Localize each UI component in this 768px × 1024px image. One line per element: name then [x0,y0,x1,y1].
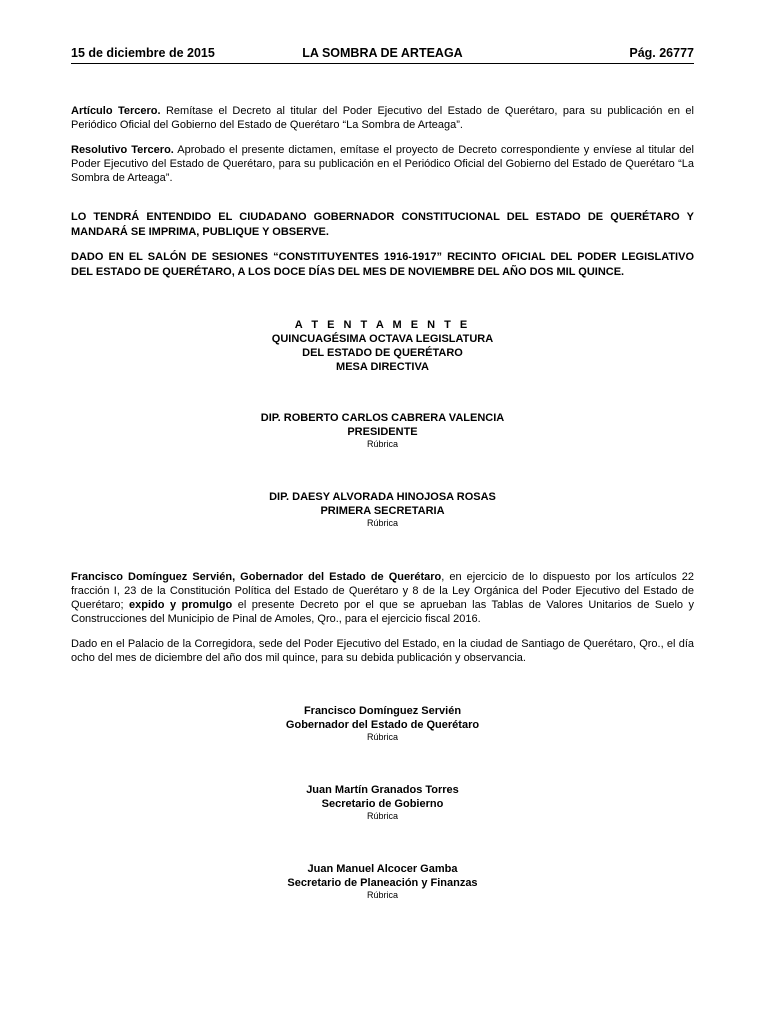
signature-secretario-gobierno [71,783,694,822]
articulo-tercero-paragraph [71,104,694,132]
rubrica-label: Rúbrica [366,439,398,449]
legislature-state: DEL ESTADO DE QUERÉTARO [302,347,463,359]
promulgation-text-2: el presente Decreto por el que se aprueban las Tablas de Valores Unitarios de Suelo y Construcciones del Municipio de Pinal de Amoles, Qro., para el ejercicio fiscal 2016. [71,599,694,625]
signatory-name: Francisco Domínguez Servién [303,705,462,717]
articulo-tercero-label: Artículo Tercero. [71,105,161,117]
signatory-name: Juan Martín Granados Torres [306,784,459,796]
atentamente-block [71,318,694,374]
rubrica-label: Rúbrica [366,811,398,821]
signatory-title: Secretario de Gobierno [321,798,444,810]
expido-promulgo-bold: expido y promulgo [129,599,233,611]
dado-salon-paragraph: DADO EN EL SALÓN DE SESIONES “CONSTITUYENTES 1916-1917” RECINTO OFICIAL DEL PODER LEGISLATIVO DEL ESTADO DE QUERÉTARO, A LOS DOCE DÍAS DEL MES DE NOVIEMBRE DEL AÑO DOS MIL QUINCE. [71,251,694,278]
resolutivo-tercero-label: Resolutivo Tercero. [71,144,174,156]
signatory-name: DIP. DAESY ALVORADA HINOJOSA ROSAS [269,491,496,503]
header-title: LA SOMBRA DE ARTEAGA [302,46,463,60]
signatory-title: PRIMERA SECRETARIA [320,505,445,517]
governor-name-bold: Francisco Domínguez Servién, Gobernador del Estado de Querétaro [71,571,442,583]
signature-presidente [71,411,694,450]
signature-secretario-finanzas [71,862,694,901]
signatory-name: Juan Manuel Alcocer Gamba [307,863,458,875]
rubrica-label: Rúbrica [366,518,398,528]
signatory-title: Secretario de Planeación y Finanzas [287,877,478,889]
signature-secretaria [71,490,694,529]
rubrica-label: Rúbrica [366,890,398,900]
articulo-tercero-text: Remítase el Decreto al titular del Poder Ejecutivo del Estado de Querétaro, para su publicación en el Periódico Oficial del Gobierno del Estado de Querétaro “La Sombra de Arteaga”. [71,105,694,131]
lo-tendra-paragraph: LO TENDRÁ ENTENDIDO EL CIUDADANO GOBERNADOR CONSTITUCIONAL DEL ESTADO DE QUERÉTARO Y MANDARÁ SE IMPRIMA, PUBLIQUE Y OBSERVE. [71,211,694,238]
resolutivo-tercero-paragraph [71,143,694,185]
signatory-title: Gobernador del Estado de Querétaro [285,719,480,731]
rubrica-label: Rúbrica [366,732,398,742]
mesa-directiva: MESA DIRECTIVA [336,361,429,373]
promulgation-paragraph [71,570,694,626]
legislature-name: QUINCUAGÉSIMA OCTAVA LEGISLATURA [271,333,494,345]
header-page-number: Pág. 26777 [629,46,694,60]
promulgation-text-1: , en ejercicio de lo dispuesto por los artículos 22 fracción I, 23 de la Constitución Política del Estado de Querétaro y 8 de la Ley Orgánica del Poder Ejecutivo del Estado de Querétaro; [71,571,694,611]
page-header [71,45,694,64]
signature-governor [71,704,694,743]
signatory-name: DIP. ROBERTO CARLOS CABRERA VALENCIA [260,412,505,424]
atentamente-heading: A T E N T A M E N T E [294,319,471,331]
signatory-title: PRESIDENTE [347,426,418,438]
header-date: 15 de diciembre de 2015 [71,46,215,60]
resolutivo-tercero-text: Aprobado el presente dictamen, emítase el proyecto de Decreto correspondiente y envíese al titular del Poder Ejecutivo del Estado de Querétaro, para su publicación en el Periódico Oficial del Gobierno del Estado de Querétaro “La Sombra de Arteaga”. [71,144,694,184]
dado-palacio-paragraph: Dado en el Palacio de la Corregidora, sede del Poder Ejecutivo del Estado, en la ciudad de Santiago de Querétaro, Qro., el día ocho del mes de diciembre del año dos mil quince, para su debida publicación y observancia. [71,638,694,664]
